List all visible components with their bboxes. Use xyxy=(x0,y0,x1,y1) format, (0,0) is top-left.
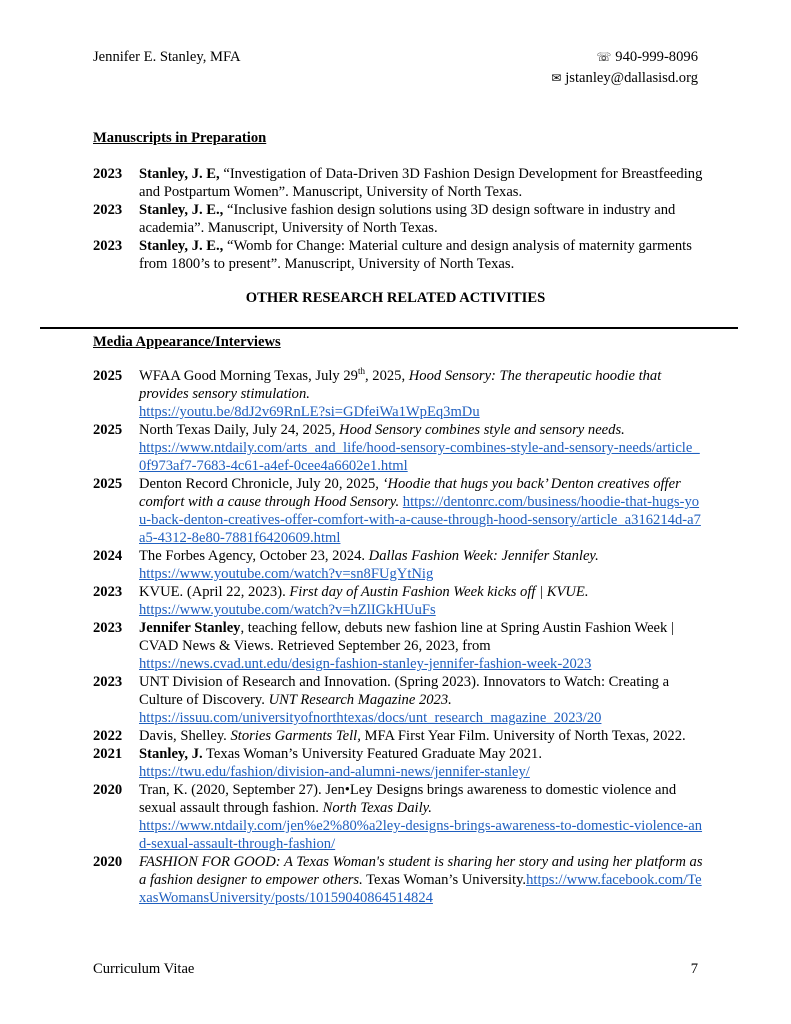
entry-title: Stories Garments Tell, xyxy=(230,728,361,744)
entry-superscript: th xyxy=(357,366,365,377)
envelope-icon: ✉ xyxy=(551,71,562,85)
entry-author: Jennifer Stanley xyxy=(139,620,241,636)
media-entry xyxy=(93,781,703,853)
entry-text: Davis, Shelley. xyxy=(139,728,231,744)
entry-title: FASHION FOR GOOD: A Texas Woman's student is sharing her story and using her platform as a fashion designer to empower others. xyxy=(139,854,703,888)
media-entry xyxy=(93,475,703,547)
page-number: 7 xyxy=(690,961,698,977)
entry-body xyxy=(139,237,703,273)
entry-text: UNT Division of Research and Innovation. (Spring 2023). Innovators to Watch: Creating a Culture of Discovery. xyxy=(139,674,670,708)
entry-body xyxy=(139,727,703,745)
entry-year: 2020 xyxy=(93,854,123,870)
entry-year: 2023 xyxy=(93,620,123,636)
entry-year: 2025 xyxy=(93,368,123,384)
media-entry xyxy=(93,673,703,727)
entry-text: Texas Woman’s University. xyxy=(362,872,527,888)
media-entry xyxy=(93,367,703,421)
entry-author: Stanley, J. E., xyxy=(139,238,224,254)
section-divider xyxy=(40,327,738,329)
entry-body xyxy=(139,475,703,547)
entry-text: Texas Woman’s University Featured Graduate May 2021. xyxy=(202,746,542,762)
entry-year: 2023 xyxy=(93,238,123,254)
entry-title: ‘Hoodie that hugs you back’ Denton creatives offer comfort with a cause through Hood Sensory. xyxy=(139,476,681,510)
entry-link[interactable]: https://www.youtube.com/watch?v=sn8FUgYtNig xyxy=(139,566,434,582)
entry-title: Hood Sensory combines style and sensory needs. xyxy=(339,422,625,438)
entry-year: 2022 xyxy=(93,728,123,744)
entry-link[interactable]: https://youtu.be/8dJ2v69RnLE?si=GDfeiWa1WpEq3mDu xyxy=(139,404,480,420)
entry-body xyxy=(139,853,703,907)
entry-body xyxy=(139,201,703,237)
entry-link[interactable]: https://www.ntdaily.com/arts_and_life/hood-sensory-combines-style-and-sensory-needs/article_0f973af7-7683-4c61-a4ef-0cee4a6602e1.html xyxy=(139,440,700,474)
media-entry xyxy=(93,583,703,619)
media-entry xyxy=(93,421,703,475)
entry-year: 2025 xyxy=(93,422,123,438)
entry-title: North Texas Daily. xyxy=(322,800,432,816)
media-entry xyxy=(93,745,703,781)
entry-body xyxy=(139,781,703,853)
entry-title: First day of Austin Fashion Week kicks off | KVUE. xyxy=(289,584,589,600)
media-entry xyxy=(93,547,703,583)
entry-body xyxy=(139,619,703,673)
entry-body xyxy=(139,745,703,781)
manuscripts-heading: Manuscripts in Preparation xyxy=(93,130,267,146)
entry-body xyxy=(139,547,703,583)
entry-body xyxy=(139,673,703,727)
entry-text: KVUE. (April 22, 2023). xyxy=(139,584,290,600)
entry-text: “Investigation of Data-Driven 3D Fashion Design Development for Breastfeeding and Postpartum Women”. Manuscript, University of North Texas. xyxy=(139,166,703,200)
entry-body xyxy=(139,583,703,619)
entry-link[interactable]: https://news.cvad.unt.edu/design-fashion-stanley-jennifer-fashion-week-2023 xyxy=(139,656,592,672)
entry-year: 2020 xyxy=(93,782,123,798)
entry-link[interactable]: https://www.youtube.com/watch?v=hZlIGkHUuFs xyxy=(139,602,436,618)
entry-title: Hood Sensory: The therapeutic hoodie that provides sensory stimulation. xyxy=(139,368,662,402)
email-address: jstanley@dallasisd.org xyxy=(565,70,698,86)
entry-year: 2023 xyxy=(93,166,123,182)
manuscript-entry xyxy=(93,237,703,273)
phone-line xyxy=(596,48,698,66)
entry-body xyxy=(139,165,703,201)
phone-icon: ☏ xyxy=(596,50,612,64)
manuscript-entry xyxy=(93,201,703,237)
entry-year: 2025 xyxy=(93,476,123,492)
entry-year: 2023 xyxy=(93,674,123,690)
entry-text: MFA First Year Film. University of North Texas, 2022. xyxy=(360,728,686,744)
entry-link[interactable]: https://issuu.com/universityofnorthtexas/docs/unt_research_magazine_2023/20 xyxy=(139,710,602,726)
entry-link[interactable]: https://www.ntdaily.com/jen%e2%80%a2ley-designs-brings-awareness-to-domestic-violence-and-sexual-assault-through-fashion/ xyxy=(139,818,703,852)
author-name: Jennifer E. Stanley, MFA xyxy=(93,49,241,65)
media-entry xyxy=(93,619,703,673)
entry-title: Dallas Fashion Week: Jennifer Stanley. xyxy=(368,548,599,564)
entry-author: Stanley, J. E., xyxy=(139,202,224,218)
manuscripts-list xyxy=(93,165,703,273)
entry-text: Tran, K. (2020, September 27). Jen•Ley Designs brings awareness to domestic violence and sexual assault through fashion. xyxy=(139,782,677,816)
phone-number: 940-999-8096 xyxy=(615,49,698,65)
media-list xyxy=(93,367,703,907)
entry-title: UNT Research Magazine 2023. xyxy=(268,692,452,708)
email-line xyxy=(551,69,698,87)
media-entry xyxy=(93,727,703,745)
entry-year: 2024 xyxy=(93,548,123,564)
entry-text: The Forbes Agency, October 23, 2024. xyxy=(139,548,369,564)
entry-text: “Inclusive fashion design solutions using 3D design software in industry and academia”. Manuscript, University of North Texas. xyxy=(139,202,676,236)
entry-year: 2021 xyxy=(93,746,123,762)
entry-link[interactable]: https://www.facebook.com/TexasWomansUniversity/posts/10159040864514824 xyxy=(139,872,702,906)
footer-label: Curriculum Vitae xyxy=(93,961,195,977)
manuscript-entry xyxy=(93,165,703,201)
entry-text: WFAA Good Morning Texas, July 29 xyxy=(139,368,358,384)
entry-text: Denton Record Chronicle, July 20, 2025, xyxy=(139,476,383,492)
media-heading: Media Appearance/Interviews xyxy=(93,334,281,350)
other-research-heading: OTHER RESEARCH RELATED ACTIVITIES xyxy=(245,290,546,306)
entry-link[interactable]: https://dentonrc.com/business/hoodie-that-hugs-you-back-denton-creatives-offer-comfort-with-a-cause-through-hood-sensory/article_a316214d-a7a5-4312-8e80-7881f6420609.html xyxy=(139,494,701,546)
entry-author: Stanley, J. xyxy=(139,746,203,762)
entry-author: Stanley, J. E, xyxy=(139,166,220,182)
entry-year: 2023 xyxy=(93,202,123,218)
entry-text: North Texas Daily, July 24, 2025, xyxy=(139,422,340,438)
entry-text: , teaching fellow, debuts new fashion line at Spring Austin Fashion Week | CVAD News & Views. Retrieved September 26, 2023, from xyxy=(139,620,674,654)
media-entry xyxy=(93,853,703,907)
entry-body xyxy=(139,367,703,421)
entry-year: 2023 xyxy=(93,584,123,600)
entry-text: “Womb for Change: Material culture and design analysis of maternity garments from 1800’s to present”. Manuscript, University of North Texas. xyxy=(139,238,692,272)
entry-link[interactable]: https://twu.edu/fashion/division-and-alumni-news/jennifer-stanley/ xyxy=(139,764,530,780)
entry-body xyxy=(139,421,703,475)
entry-text: , 2025, xyxy=(364,368,409,384)
